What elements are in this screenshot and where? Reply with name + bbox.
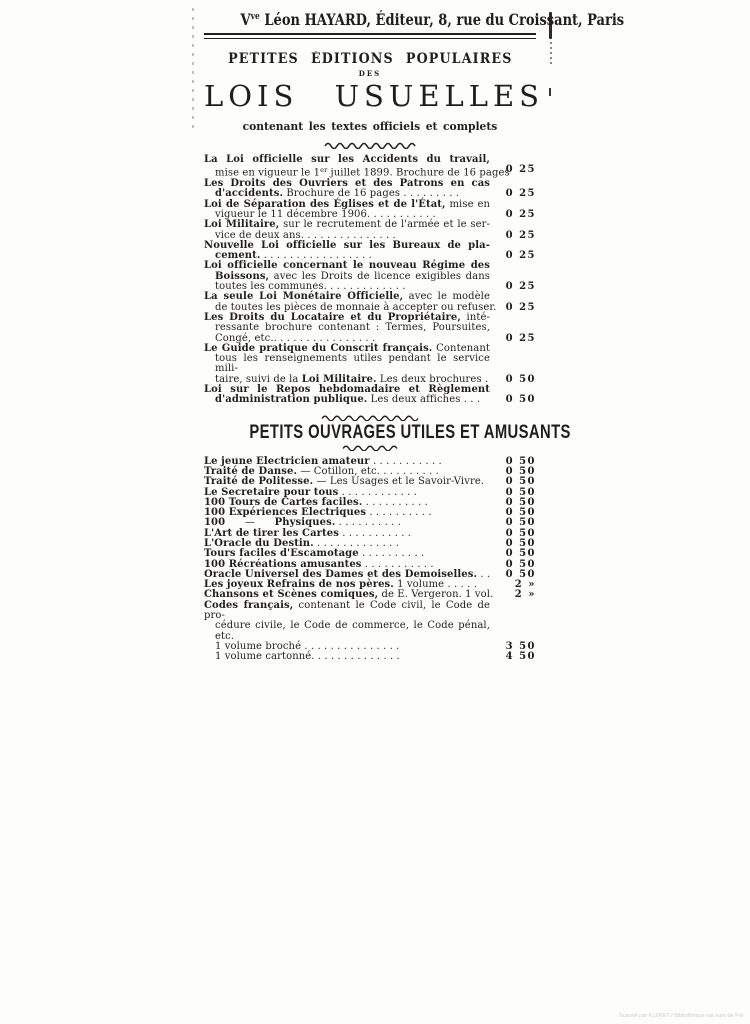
item-body-text: juillet 1899. Brochure de 16 pages — [327, 167, 510, 179]
item-title-text: L'Art de tirer les Cartes — [204, 527, 339, 539]
item-title-text: Traité de Politesse. — [204, 476, 314, 488]
wavy-separator — [324, 142, 416, 149]
item-price: 0 25 — [505, 164, 536, 176]
item-price: 0 25 — [505, 250, 536, 262]
item-price: 0 25 — [505, 229, 536, 241]
item-price: 3 50 — [505, 640, 536, 652]
catalog-item — [204, 261, 536, 292]
item-price: 2 » — [514, 579, 536, 591]
item-body-text: Congé, etc.. . . . . . . . . . . . . . . . — [215, 332, 376, 344]
item-title-text: Codes français, — [204, 599, 294, 611]
catalog-item — [204, 200, 536, 221]
item-body-text: avec le modèle — [403, 291, 490, 303]
item-body-text: . . . . . . . . . . — [362, 496, 428, 508]
publisher-superscript: ve — [250, 12, 260, 22]
item-body-text: tous les renseignements utiles pendant le service mili- — [215, 353, 490, 375]
binding-stitch-marks — [192, 8, 194, 132]
item-price: 0 50 — [505, 486, 536, 498]
item-title-text: La Loi officielle sur les Accidents du travail, — [204, 154, 490, 165]
item-title-text: cement. — [215, 250, 261, 262]
item-title-text: 100 Expériences Electriques — [204, 507, 367, 519]
item-body-text: mise en vigueur le 1 — [215, 167, 321, 179]
item-price: 0 25 — [505, 332, 536, 344]
item-price: 0 50 — [505, 507, 536, 519]
item-title-text: Tours faciles d'Escamotage — [204, 548, 359, 560]
item-price: 0 50 — [505, 465, 536, 477]
item-body-text: 1 volume cartonné. . . . . . . . . . . . . . — [215, 651, 400, 663]
item-price: 0 25 — [505, 208, 536, 220]
catalog-line — [204, 652, 536, 662]
item-price: 0 50 — [505, 373, 536, 385]
section2-header — [204, 415, 571, 451]
item-price: 0 50 — [505, 538, 536, 549]
subtitle: contenant les textes officiels et complets — [242, 119, 498, 133]
catalog-item — [204, 313, 536, 344]
item-body-text: . . . . . . . . . . . . . — [313, 538, 400, 549]
publisher-name: Léon HAYARD, Éditeur, 8, rue du Croissant, Paris — [259, 10, 625, 29]
item-body-text: avec les Droits de licence exigibles dans — [269, 270, 490, 282]
item-body-text: vigueur le 11 décembre 1906. . . . . . . . . . . — [215, 208, 436, 220]
item-title-text: Oracle Universel des Dames et des Demoiselles. — [204, 568, 478, 580]
item-price: 0 50 — [505, 394, 536, 406]
item-body-text: cédure civile, le Code de commerce, le Code pénal, etc. — [215, 620, 490, 642]
item-title-text: Loi Militaire, — [204, 219, 280, 231]
catalog-line — [204, 155, 536, 165]
item-body-text: . . . . . . . . . . . . . . . . . — [260, 250, 372, 262]
item-title-text: d'accidents. — [215, 188, 284, 200]
section2-title: PETITS OUVRAGES UTILES ET AMUSANTS — [249, 421, 571, 443]
item-price: 0 25 — [505, 301, 536, 313]
catalog-item — [204, 155, 536, 179]
item-price: 0 50 — [505, 476, 536, 488]
item-price: 0 50 — [505, 455, 536, 467]
item-title-text: Le Secretaire pour tous — [204, 486, 339, 498]
ink-bleed-small-mark — [549, 88, 551, 96]
item-body-text: — Les Usages et le Savoir-Vivre. — [313, 476, 485, 488]
item-body-text: ressante brochure contenant : Termes, Poursuites, — [215, 322, 490, 334]
item-title-text: Loi sur le Repos hebdomadaire et Règlement — [204, 384, 490, 396]
item-title-text: Les joyeux Refrains de nos pères. — [204, 579, 394, 591]
item-title-text: L'Oracle du Destin. — [204, 538, 314, 549]
item-title-text: Les Droits des Ouvriers et des Patrons en cas — [204, 178, 490, 190]
item-body-text: . . . . . . . . . . . . — [338, 486, 418, 498]
item-body-text: . . . . . . . . . . . — [369, 455, 442, 467]
item-body-text: — Cotillon, etc. . . . . . . . . . — [297, 465, 439, 477]
item-price: 2 » — [514, 589, 536, 601]
item-title-text: Nouvelle Loi officielle sur les Bureaux de pla- — [204, 239, 490, 251]
item-title-text: 100 Récréations amusantes — [204, 558, 362, 570]
item-title-text: Physiques. — [274, 517, 336, 529]
item-body-text: . . . . . . . . . . . — [361, 558, 434, 570]
item-title-text: La seule Loi Monétaire Officielle, — [204, 291, 404, 303]
catalog-line — [204, 165, 536, 179]
item-body-text: taire, suivi de la — [215, 373, 302, 385]
item-body-text: Les deux affiches . . . — [367, 394, 481, 406]
item-price: 0 50 — [505, 548, 536, 560]
item-body-text: er — [320, 166, 328, 175]
series-des: DES — [358, 69, 382, 78]
catalog-column — [204, 10, 625, 663]
item-body-text: vice de deux ans. . . . . . . . . . . . . . . — [215, 229, 396, 241]
item-title-text: Le jeune Electricien amateur — [204, 455, 370, 467]
publisher-initial: V — [240, 10, 251, 29]
item-price: 0 25 — [505, 188, 536, 200]
item-body-text: sur le recrutement de l'armée et le ser- — [279, 219, 490, 231]
item-title-text: Le Guide pratique du Conscrit français. — [204, 342, 433, 354]
item-price: 0 50 — [505, 496, 536, 508]
catalog-line — [204, 601, 536, 622]
scan-watermark: Scanné par KLEKET / Bibliothèque nat num de Par — [619, 1013, 744, 1019]
main-title: LOIS USUELLES — [204, 79, 545, 113]
item-body-text: . . . . . . . . . . . — [338, 527, 412, 539]
item-body-text: Brochure de 16 pages . . . . . . . . . — [283, 188, 460, 200]
series-title: PETITES ÉDITIONS POPULAIRES — [227, 51, 513, 67]
publisher-line — [204, 10, 625, 29]
item-title-text: 100 — [204, 517, 226, 529]
item-title-text: Loi de Séparation des Églises et de l'État, — [204, 198, 446, 210]
item-body-text: contenant le Code civil, le Code de pro- — [204, 599, 490, 622]
item-title-text: Loi Militaire. — [301, 373, 377, 385]
catalog-line — [204, 395, 536, 405]
catalog-item — [204, 344, 536, 385]
catalog-item — [204, 241, 536, 262]
item-price: 0 50 — [505, 517, 536, 529]
item-body-text: de toutes les pièces de monnaie à accepter ou refuser. — [215, 301, 497, 313]
item-body-text: 1 volume broché . . . . . . . . . . . . . . . — [215, 640, 400, 652]
wavy-underline — [342, 445, 398, 451]
item-title-text: Boissons, — [215, 270, 270, 282]
item-body-text: . . — [477, 568, 491, 580]
item-price: 0 50 — [505, 527, 536, 539]
catalog-list-lois — [204, 155, 536, 406]
catalog-item — [204, 292, 536, 313]
catalog-item — [204, 179, 536, 200]
item-body-text: Les deux brochures . — [376, 373, 489, 385]
item-body-text: . . . . . . . . . . — [335, 517, 401, 529]
item-title-text: 100 Tours de Cartes faciles. — [204, 496, 363, 508]
item-price: 0 25 — [505, 281, 536, 293]
item-body-text: mise en — [445, 198, 490, 210]
item-body-text: inté- — [460, 311, 490, 323]
item-price: 0 50 — [505, 568, 536, 580]
item-title-text: Les Droits du Locataire et du Propriétaire, — [204, 311, 461, 323]
catalog-item — [204, 601, 536, 663]
item-price: 4 50 — [505, 651, 536, 663]
catalog-line — [204, 354, 536, 375]
catalog-line — [204, 621, 536, 642]
item-body-text: toutes les communes. . . . . . . . . . . . . — [215, 281, 406, 293]
double-rule — [204, 33, 536, 39]
item-body-text: . . . . . . . . . . — [358, 548, 425, 560]
wavy-separator — [321, 415, 419, 421]
item-body-text: . . . . . . . . . . — [366, 507, 432, 519]
item-title-text: Traité de Danse. — [204, 465, 298, 477]
item-body-text: — — [225, 517, 275, 529]
item-body-text: de E. Vergeron. 1 vol. — [378, 589, 494, 601]
item-body-text: Contenant — [432, 342, 490, 354]
item-title-text: Loi officielle concernant le nouveau Régime des — [204, 260, 490, 272]
catalog-list-ouvrages — [204, 457, 536, 663]
item-title-text: Chansons et Scènes comiques, — [204, 589, 379, 601]
item-price: 0 50 — [505, 558, 536, 570]
item-body-text: 1 volume . . . . . — [393, 579, 477, 591]
catalog-item — [204, 220, 536, 241]
catalog-item — [204, 385, 536, 406]
ink-bleed-dots — [550, 42, 552, 64]
item-title-text: d'administration publique. — [215, 394, 368, 406]
